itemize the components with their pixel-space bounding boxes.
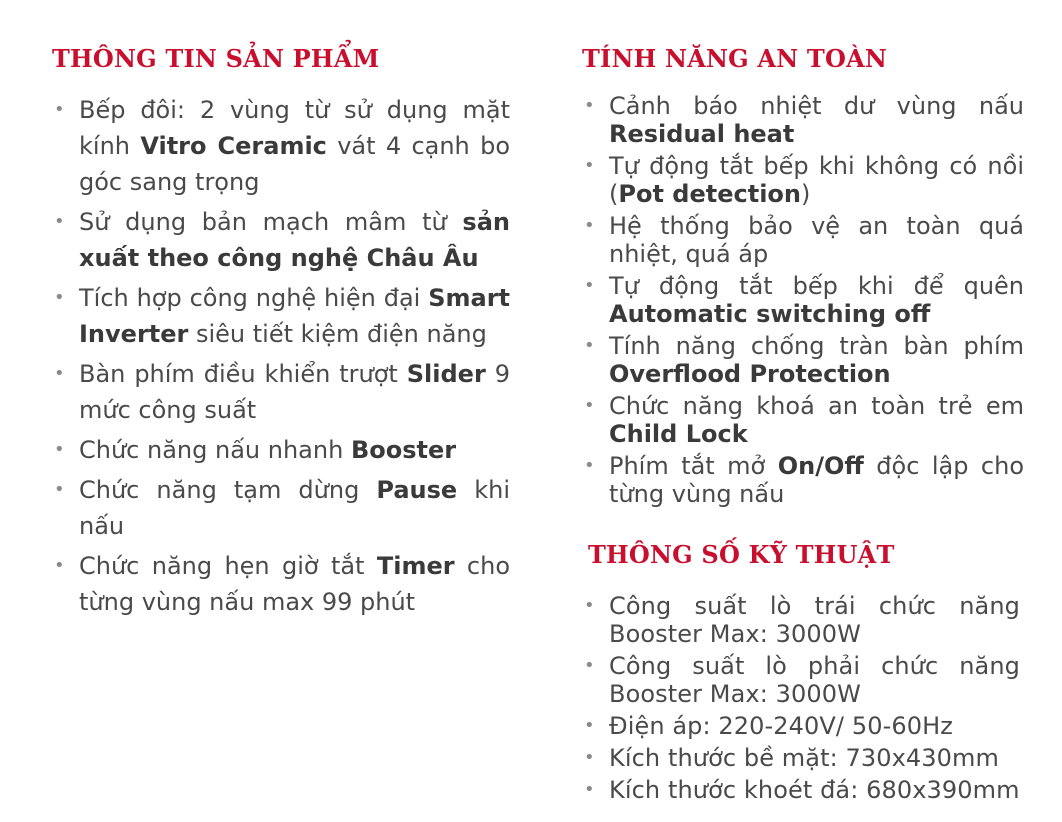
list-item bbox=[582, 152, 1024, 208]
bullet-icon: • bbox=[54, 555, 65, 576]
bullet-icon: • bbox=[584, 215, 595, 236]
item-text: Tự động tắt bếp khi để quên bbox=[609, 272, 1024, 300]
bold-term: Slider bbox=[406, 360, 486, 388]
bullet-icon: • bbox=[584, 335, 595, 356]
bullet-icon: • bbox=[584, 95, 595, 116]
item-text: Bếp đôi: 2 vùng từ sử dụng mặt kính bbox=[79, 96, 510, 160]
item-text: Bàn phím điều khiển trượt bbox=[79, 360, 407, 388]
bold-term: Residual heat bbox=[609, 120, 795, 148]
bold-term: Timer bbox=[376, 552, 455, 580]
bullet-icon: • bbox=[584, 275, 595, 296]
item-text: khi nấu bbox=[79, 476, 511, 540]
item-text: Kích thước bề mặt: 730x430mm bbox=[609, 744, 999, 772]
bullet-icon: • bbox=[584, 595, 595, 616]
item-text: Phím tắt mở bbox=[609, 452, 778, 480]
bullet-icon: • bbox=[54, 99, 65, 120]
bullet-icon: • bbox=[54, 439, 65, 460]
list-item bbox=[582, 776, 1020, 804]
bold-term: On/Off bbox=[777, 452, 864, 480]
bullet-icon: • bbox=[584, 779, 595, 800]
bold-term: Pause bbox=[376, 476, 458, 504]
item-text: Điện áp: 220-240V/ 50-60Hz bbox=[609, 712, 953, 740]
bullet-icon: • bbox=[54, 363, 65, 384]
bullet-icon: • bbox=[54, 287, 65, 308]
list-item bbox=[582, 392, 1024, 448]
list-item bbox=[52, 280, 510, 352]
item-text: Chức năng tạm dừng bbox=[79, 476, 377, 504]
item-text: độc lập cho từng vùng nấu bbox=[609, 452, 1024, 508]
bullet-icon: • bbox=[584, 455, 595, 476]
bullet-icon: • bbox=[584, 155, 595, 176]
item-text: Chức năng hẹn giờ tắt bbox=[79, 552, 377, 580]
item-text: Chức năng khoá an toàn trẻ em bbox=[609, 392, 1024, 420]
item-text: Kích thước khoét đá: 680x390mm bbox=[609, 776, 1020, 804]
bullet-icon: • bbox=[54, 479, 65, 500]
specs-list bbox=[582, 592, 1020, 808]
item-text: Tính năng chống tràn bàn phím bbox=[609, 332, 1024, 360]
item-text: Sử dụng bản mạch mâm từ bbox=[79, 208, 463, 236]
item-text: Chức năng nấu nhanh bbox=[79, 436, 351, 464]
list-item bbox=[52, 548, 510, 620]
product-info-list bbox=[52, 92, 510, 624]
safety-features-list bbox=[582, 92, 1024, 512]
bold-term: Smart Inverter bbox=[79, 284, 510, 348]
bullet-icon: • bbox=[584, 395, 595, 416]
specs-heading: THÔNG SỐ KỸ THUẬT bbox=[588, 540, 895, 569]
list-item bbox=[582, 452, 1024, 508]
bold-term: Vitro Ceramic bbox=[140, 132, 327, 160]
list-item bbox=[582, 744, 1020, 772]
bullet-icon: • bbox=[584, 655, 595, 676]
bold-term: sản xuất theo công nghệ Châu Âu bbox=[79, 208, 510, 272]
list-item bbox=[582, 272, 1024, 328]
bold-term: Child Lock bbox=[609, 420, 748, 448]
item-text: Công suất lò phải chức năng Booster Max: 3000W bbox=[609, 652, 1020, 708]
list-item bbox=[52, 356, 510, 428]
product-info-heading: THÔNG TIN SẢN PHẨM bbox=[52, 44, 380, 73]
list-item bbox=[52, 204, 510, 276]
item-text: Tự động tắt bếp khi không có nồi ( bbox=[609, 152, 1024, 208]
item-text: Tích hợp công nghệ hiện đại bbox=[79, 284, 429, 312]
item-text: cho từng vùng nấu max 99 phút bbox=[79, 552, 511, 616]
list-item bbox=[52, 92, 510, 200]
item-text: Hệ thống bảo vệ an toàn quá nhiệt, quá áp bbox=[609, 212, 1024, 268]
bullet-icon: • bbox=[584, 747, 595, 768]
bullet-icon: • bbox=[584, 715, 595, 736]
list-item bbox=[582, 592, 1020, 648]
list-item bbox=[582, 212, 1024, 268]
item-text: Cảnh báo nhiệt dư vùng nấu bbox=[609, 92, 1024, 120]
item-text: siêu tiết kiệm điện năng bbox=[188, 320, 487, 348]
list-item bbox=[582, 332, 1024, 388]
list-item bbox=[582, 652, 1020, 708]
item-text: 9 mức công suất bbox=[79, 360, 510, 424]
bold-term: Overflood Protection bbox=[609, 360, 891, 388]
safety-features-heading: TÍNH NĂNG AN TOÀN bbox=[582, 44, 888, 73]
list-item bbox=[52, 432, 510, 468]
list-item bbox=[582, 92, 1024, 148]
bold-term: Pot detection bbox=[618, 180, 801, 208]
list-item bbox=[582, 712, 1020, 740]
bullet-icon: • bbox=[54, 211, 65, 232]
item-text: ) bbox=[801, 180, 811, 208]
bold-term: Automatic switching off bbox=[609, 300, 931, 328]
item-text: vát 4 cạnh bo góc sang trọng bbox=[79, 132, 510, 196]
list-item bbox=[52, 472, 510, 544]
bold-term: Booster bbox=[350, 436, 457, 464]
item-text: Công suất lò trái chức năng Booster Max: 3000W bbox=[609, 592, 1020, 648]
